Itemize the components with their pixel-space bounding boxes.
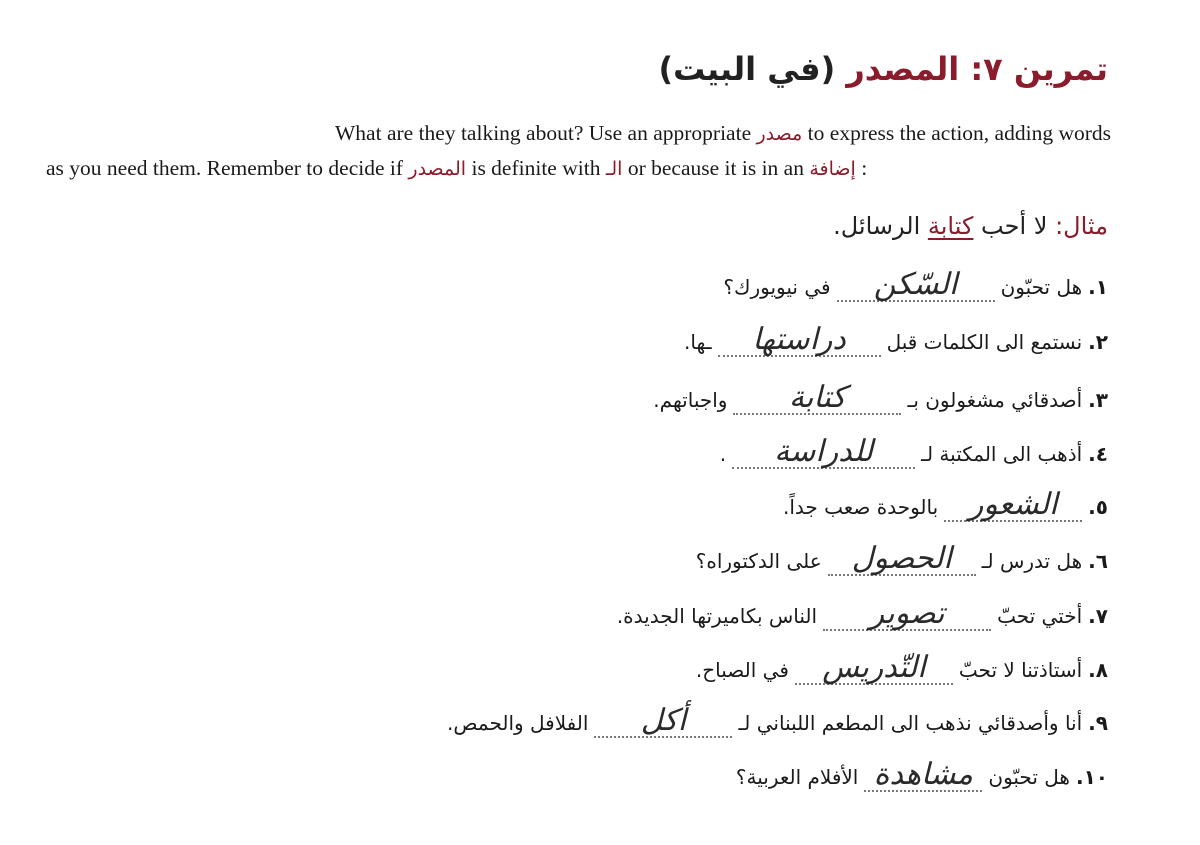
instructions — [46, 116, 1111, 186]
item-prompt-after: في الصباح. — [695, 658, 789, 682]
example-masdar: كتابة — [927, 212, 974, 240]
item-prompt-before: أستاذتنا لا تحبّ — [958, 658, 1083, 682]
item-number: ٩. — [1088, 711, 1108, 735]
example-text: الرسائل. — [833, 212, 928, 240]
handwritten-answer: دراستها — [718, 325, 881, 357]
title-context: (في البيت) — [658, 50, 847, 88]
item-number: ١٠. — [1075, 765, 1108, 789]
instr-text: is definite with — [466, 156, 606, 180]
item-number: ٢. — [1088, 330, 1108, 354]
exercise-item — [684, 322, 1108, 357]
item-number: ٣. — [1088, 388, 1108, 412]
exercise-item — [719, 434, 1108, 469]
handwritten-answer: السّكن — [837, 270, 995, 302]
item-prompt-before: أصدقائي مشغولون بـ — [907, 388, 1083, 412]
item-number: ١. — [1088, 275, 1108, 299]
handwritten-answer: الشعور — [944, 490, 1082, 522]
instructions-line-1 — [46, 116, 1111, 151]
item-number: ٤. — [1088, 442, 1108, 466]
item-prompt-after: ـها. — [684, 330, 712, 354]
item-prompt-after: الأفلام العربية؟ — [735, 765, 859, 789]
item-prompt-after: بالوحدة صعب جداً. — [782, 495, 939, 519]
item-prompt-after: الفلافل والحمص. — [447, 711, 589, 735]
page-title — [658, 50, 1108, 88]
handwritten-answer: للدراسة — [732, 437, 915, 469]
item-number: ٧. — [1088, 604, 1108, 628]
example-text: لا أحب — [973, 212, 1056, 240]
item-prompt-after: على الدكتوراه؟ — [695, 549, 822, 573]
item-number: ٥. — [1088, 495, 1108, 519]
instr-text: as you need them. Remember to decide if — [46, 156, 409, 180]
handwritten-answer: مشاهدة — [864, 760, 982, 792]
item-prompt-after: . — [719, 442, 727, 466]
instr-arabic-term: الـ — [605, 158, 623, 180]
item-prompt-before: نستمع الى الكلمات قبل — [886, 330, 1083, 354]
item-prompt-before: هل تحبّون — [1000, 275, 1083, 299]
exercise-item — [735, 757, 1108, 792]
instr-text: : — [855, 156, 868, 180]
instr-text: or because it is in an — [622, 156, 810, 180]
item-prompt-before: هل تحبّون — [988, 765, 1070, 789]
handwritten-answer: الحصول — [828, 544, 976, 576]
item-prompt-after: في نيويورك؟ — [723, 275, 831, 299]
item-prompt-before: أنا وأصدقائي نذهب الى المطعم اللبناني لـ — [738, 711, 1083, 735]
item-prompt-before: أذهب الى المكتبة لـ — [921, 442, 1083, 466]
instr-arabic-term: إضافة — [809, 158, 856, 180]
item-prompt-after: الناس بكاميرتها الجديدة. — [616, 604, 818, 628]
instr-arabic-term: المصدر — [408, 158, 467, 180]
handwritten-answer: تصوير — [823, 599, 991, 631]
title-exercise-label: تمرين ٧: المصدر — [846, 50, 1108, 88]
handwritten-answer: أكل — [594, 706, 732, 738]
exercise-item — [723, 267, 1108, 302]
example-sentence — [833, 212, 1108, 240]
instr-arabic-term: مصدر — [756, 123, 803, 145]
item-prompt-before: أختي تحبّ — [997, 604, 1083, 628]
item-prompt-after: واجباتهم. — [653, 388, 728, 412]
handwritten-answer: التّدريس — [795, 653, 953, 685]
instructions-line-2 — [46, 151, 1111, 186]
instr-text: What are they talking about? Use an appropriate — [335, 121, 757, 145]
exercise-item — [695, 650, 1108, 685]
item-prompt-before: هل تدرس لـ — [981, 549, 1083, 573]
exercise-item — [782, 487, 1108, 522]
exercise-item — [695, 541, 1108, 576]
handwritten-answer: كتابة — [733, 383, 901, 415]
instr-text: to express the action, adding words — [802, 121, 1111, 145]
exercise-item — [653, 380, 1108, 415]
exercise-item — [447, 703, 1108, 738]
exercise-item — [616, 596, 1108, 631]
item-number: ٨. — [1088, 658, 1108, 682]
item-number: ٦. — [1088, 549, 1108, 573]
example-label: مثال: — [1055, 212, 1108, 240]
